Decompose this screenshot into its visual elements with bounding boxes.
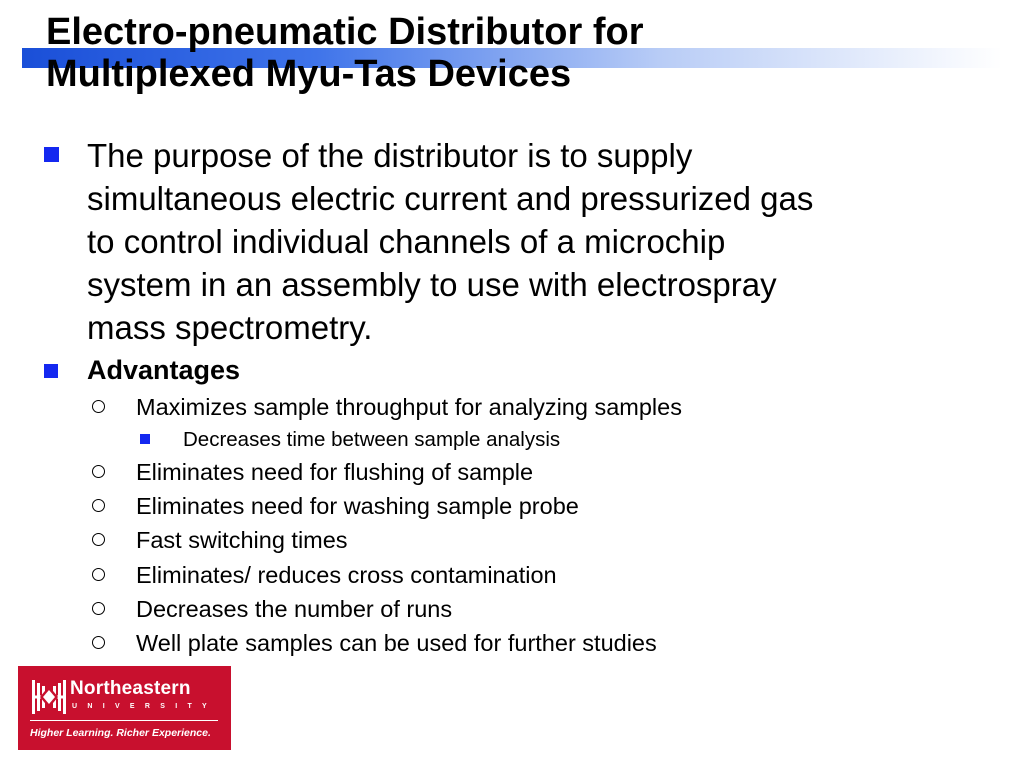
logo-tagline: Higher Learning. Richer Experience. <box>30 727 211 739</box>
circle-bullet-icon <box>92 568 105 581</box>
advantage-item-7: Well plate samples can be used for further studies <box>136 630 657 656</box>
purpose-text <box>87 134 1007 349</box>
northeastern-logo <box>18 666 231 750</box>
logo-subtitle: UNIVERSITY <box>72 703 218 710</box>
advantage-item-4: Fast switching times <box>136 527 348 553</box>
purpose-line-1: The purpose of the distributor is to supply <box>87 137 693 174</box>
advantage-item-1: Maximizes sample throughput for analyzing samples <box>136 394 682 420</box>
bullet-square-icon <box>140 434 150 444</box>
bullet-square-icon <box>44 364 58 378</box>
purpose-line-5: mass spectrometry. <box>87 309 373 346</box>
bullet-square-icon <box>44 147 59 162</box>
purpose-line-4: system in an assembly to use with electrospray <box>87 266 777 303</box>
circle-bullet-icon <box>92 602 105 615</box>
advantage-item-6: Decreases the number of runs <box>136 596 453 622</box>
circle-bullet-icon <box>92 636 105 649</box>
logo-name: Northeastern <box>70 678 191 699</box>
advantage-item-5: Eliminates/ reduces cross contamination <box>136 562 557 588</box>
circle-bullet-icon <box>92 400 105 413</box>
circle-bullet-icon <box>92 533 105 546</box>
advantage-subitem-1: Decreases time between sample analysis <box>183 428 561 451</box>
purpose-line-2: simultaneous electric current and pressurized gas <box>87 180 814 217</box>
advantages-heading: Advantages <box>87 355 241 385</box>
slide-title-line-2: Multiplexed Myu-Tas Devices <box>46 53 572 95</box>
advantage-item-2: Eliminates need for flushing of sample <box>136 459 534 485</box>
circle-bullet-icon <box>92 499 105 512</box>
slide-title-line-1: Electro-pneumatic Distributor for <box>46 11 644 53</box>
circle-bullet-icon <box>92 465 105 478</box>
advantage-item-3: Eliminates need for washing sample probe <box>136 493 579 519</box>
purpose-line-3: to control individual channels of a microchip <box>87 223 726 260</box>
northeastern-emblem-icon <box>32 680 66 714</box>
slide-title <box>46 11 986 95</box>
logo-divider <box>30 720 218 721</box>
